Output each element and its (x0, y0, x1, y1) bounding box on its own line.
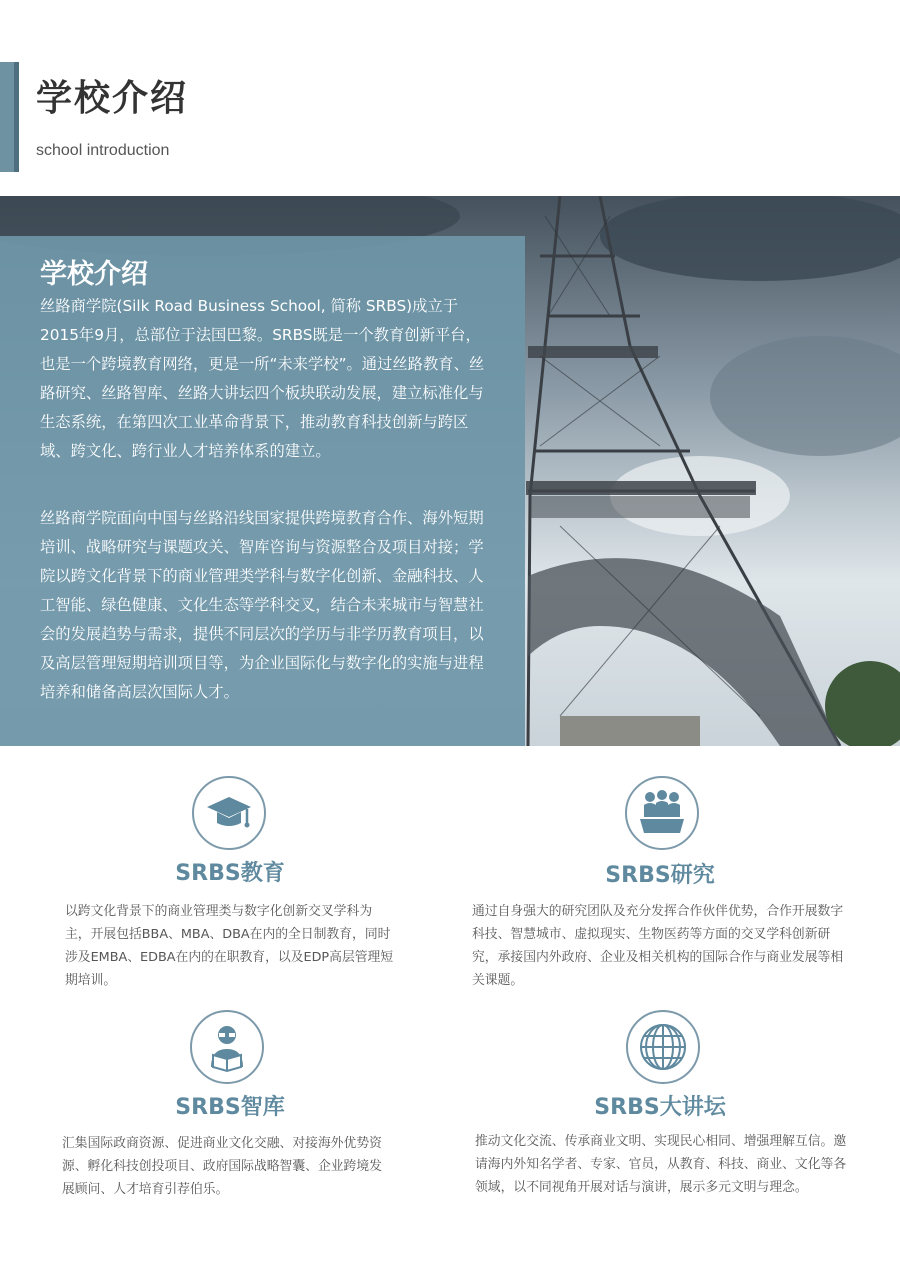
forum-icon-ring (626, 1010, 700, 1084)
feature-education (40, 776, 420, 986)
research-team-icon (636, 787, 688, 839)
feature-forum-title: SRBS大讲坛 (594, 1095, 726, 1120)
feature-forum (470, 1010, 850, 1220)
graduation-cap-icon (203, 787, 255, 839)
page-title: 学校介绍 (36, 78, 189, 119)
title-accent-bar (0, 62, 19, 172)
intro-paragraph-1: 丝路商学院(Silk Road Business School, 简称 SRBS)成立于2015年9月，总部位于法国巴黎。SRBS既是一个教育创新平台，也是一个跨境教育网络，更是一所“未来学校”。通过丝路教育、丝路研究、丝路智库、丝路大讲坛四个板块联动发展，建立标准化与生态系统，在第四次工业革命背景下，推动教育科技创新与跨区域、跨文化、跨行业人才培养体系的建立。 (40, 297, 485, 460)
feature-research-description: 通过自身强大的研究团队及充分发挥合作伙伴优势，合作开展数字科技、智慧城市、虚拟现实、生物医药等方面的交叉学科创新研究，承接国内外政府、企业及相关机构的国际合作与商业发展等相关课题。 (472, 904, 844, 988)
feature-education-title: SRBS教育 (175, 861, 285, 886)
feature-think-tank-description: 汇集国际政商资源、促进商业文化交融、对接海外优势资源、孵化科技创投项目、政府国际战略智囊、企业跨境发展顾问、人才培育引荐伯乐。 (62, 1136, 382, 1197)
think-tank-icon-ring (190, 1010, 264, 1084)
feature-education-description: 以跨文化背景下的商业管理类与数字化创新交叉学科为主，开展包括BBA、MBA、DBA在内的全日制教育，同时涉及EMBA、EDBA在内的在职教育，以及EDP高层管理短期培训。 (65, 904, 394, 988)
feature-think-tank-title: SRBS智库 (175, 1095, 285, 1120)
intro-paragraph-2: 丝路商学院面向中国与丝路沿线国家提供跨境教育合作、海外短期培训、战略研究与课题攻关、智库咨询与资源整合及项目对接；学院以跨文化背景下的商业管理类学科与数字化创新、金融科技、人工智能、绿色健康、文化生态等学科交叉，结合未来城市与智慧社会的发展趋势与需求，提供不同层次的学历与非学历教育项目，以及高层管理短期培训项目等，为企业国际化与数字化的实施与进程培养和储备高层次国际人才。 (40, 509, 484, 701)
intro-heading: 学校介绍 (40, 259, 148, 290)
education-icon-ring (192, 776, 266, 850)
feature-think-tank (40, 1010, 420, 1210)
feature-research-title: SRBS研究 (605, 863, 715, 888)
research-icon-ring (625, 776, 699, 850)
globe-icon (637, 1021, 689, 1073)
feature-research (470, 776, 850, 986)
intro-panel (0, 236, 525, 746)
page-subtitle: school introduction (36, 142, 170, 159)
hero-banner (0, 196, 900, 746)
reader-icon (201, 1021, 253, 1073)
feature-forum-description: 推动文化交流、传承商业文明、实现民心相同、增强理解互信。邀请海内外知名学者、专家、官员，从教育、科技、商业、文化等各领域，以不同视角开展对话与演讲，展示多元文明与理念。 (475, 1134, 847, 1195)
